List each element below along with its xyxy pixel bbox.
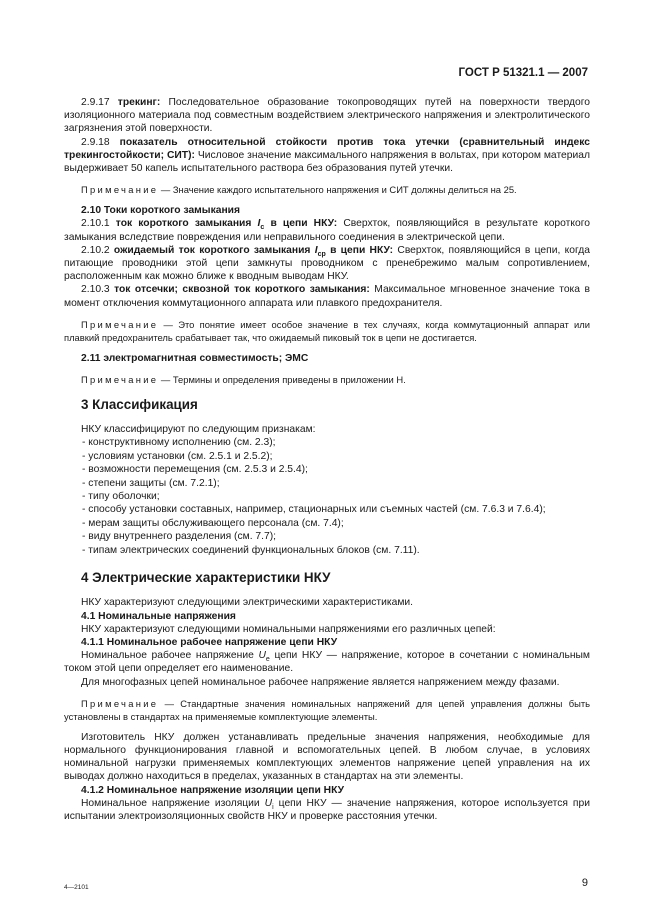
note-label: Примечание [81,184,159,196]
clause-number: 2.9.18 [81,136,110,148]
heading-text: 4.1 Номинальные напряжения [81,610,236,622]
note-1 [64,183,590,196]
manufacturer-requirement: Изготовитель НКУ должен устанавливать предельные значения напряжения, необходимые для нормального функционирования главной и вспомогательных цепей. В любом случае, в условиях номинальной нагрузки применяемых комплектующих элементов напряжение цепей управления на их выводах должно находиться в пределах, указанных в стандартах на эти элементы. [64,731,590,783]
clause-term-2: в цепи НКУ: [270,218,338,230]
section-3-intro: НКУ классифицируют по следующим признакам: [81,424,316,436]
list-item: - типам электрических соединений функциональных блоков (см. 7.11). [82,544,420,556]
heading-text: 4.1.2 Номинальное напряжение изоляции цепи НКУ [81,784,345,796]
text-part: цепи НКУ — напряжение, которое в сочетании с номинальным током этой цепи определяет его наименование. [64,650,590,675]
clause-term-2: в цепи НКУ: [330,244,394,256]
note-text: — Термины и определения приведены в приложении Н. [160,374,406,386]
symbol-sub: cp [317,250,326,258]
symbol: U [264,797,273,809]
classification-list [64,436,590,557]
list-item: - мерам защиты обслуживающего персонала (см. 7.4); [82,517,344,529]
list-item: - степени защиты (см. 7.2.1); [82,477,220,489]
clause-2-10-3 [64,283,590,309]
symbol-sub: e [265,656,270,664]
heading-4-1 [64,610,590,623]
print-code: 4—2101 [64,884,89,891]
section-3-title: 3 Классификация [81,397,198,413]
clause-number: 2.10.2 [81,244,110,256]
list-item: - условиям установки (см. 2.5.1 и 2.5.2); [82,450,273,462]
page-content [64,96,590,823]
clause-term: трекинг: [117,97,161,108]
section-4-1-1-text [64,649,590,675]
section-4-1-text: НКУ характеризуют следующими номинальными напряжениями его различных цепей: [81,623,496,635]
clause-2-10-2 [64,244,590,284]
clause-text: Максимальное мгновенное значение тока в момент отключения коммутационного аппарата или плавкого предохранителя. [64,284,590,309]
note-4 [64,697,590,723]
clause-term: ток отсечки; сквозной ток короткого замыкания: [114,284,370,296]
clause-2-10-1 [64,217,590,243]
text-part: Номинальное напряжение изоляции [81,797,260,809]
symbol-sub: c [260,224,265,232]
text-part: Номинальное рабочее напряжение [81,650,254,662]
list-item: - возможности перемещения (см. 2.5.3 и 2.5.4); [82,464,308,476]
clause-text: Сверхток, появляющийся в цепи, когда питающие проводники этой цепи замкнуты проводником с пренебрежимо малым сопротивлением, расположенным как можно ближе к вводным выводам НКУ. [64,244,590,283]
section-4-1-1-multiphase: Для многофазных цепей номинальное рабочее напряжение является напряжением между фазами. [81,676,560,688]
symbol: U [258,650,266,662]
heading-4-1-2 [64,784,590,797]
note-label: Примечание [81,318,159,330]
symbol: I [257,218,261,230]
page-number: 9 [581,877,588,889]
note-2 [64,318,590,344]
clause-term: ток короткого замыкания [115,218,252,230]
note-text: — Значение каждого испытательного напряжения и СИТ должны делиться на 25. [160,184,517,196]
heading-4-1-1 [64,636,590,649]
list-item: - конструктивному исполнению (см. 2.3); [82,437,276,449]
section-4-intro: НКУ характеризуют следующими электрическими характеристиками. [81,597,414,609]
heading-2-10 [64,204,590,217]
clause-term: показатель относительной стойкости против тока утечки (сравнительный индекс трекингостойкости; [64,136,590,161]
clause-number: 2.10.3 [81,284,110,296]
section-4-1-2-text [64,797,590,823]
heading-2-11 [64,352,590,365]
heading-text: 4.1.1 Номинальное рабочее напряжение цепи НКУ [81,636,338,648]
clause-text: Последовательное образование токопроводящих путей на поверхности твердого изоляционного материала под совместным воздействием электрического напряжения и электролитического загрязнения этой поверхности. [64,97,590,135]
list-item: - виду внутреннего разделения (см. 7.7); [82,531,277,543]
note-text: — Стандартные значения номинальных напряжений для цепей управления должны быть установлены в стандартах на применяемые комплектующие элементы. [64,697,590,722]
section-4-title: 4 Электрические характеристики НКУ [81,570,331,586]
clause-number: 2.9.17 [81,97,110,108]
note-label: Примечание [81,697,159,709]
heading-text: 2.10 Токи короткого замыкания [81,205,241,217]
standard-header: ГОСТ Р 51321.1 — 2007 [458,67,588,79]
symbol: I [314,244,318,256]
text-part: цепи НКУ — значение напряжения, которое используется при испытании электроизоляционных свойств НКУ и проверке расстояния утечки. [64,797,590,822]
clause-text: Сверхток, появляющийся в результате короткого замыкания вследствие повреждения или неправильного соединения в электрической цепи. [64,218,590,243]
clause-term: ожидаемый ток короткого замыкания [113,244,311,256]
clause-number: 2.10.1 [81,218,110,230]
heading-text: 2.11 электромагнитная совместимость; ЭМС [81,352,309,364]
list-item: - способу установки составных, например, стационарных или съемных частей (см. 7.6.3 и 7.6.4); [82,504,546,516]
note-3 [64,373,590,386]
clause-abbr: СИТ): [166,149,195,161]
note-label: Примечание [81,374,159,386]
list-item: - типу оболочки; [82,491,160,503]
clause-text: Числовое значение максимального напряжения в вольтах, при котором материал выдерживает 50 капель испытательного раствора без образования путей утечки. [64,149,590,175]
clause-2-9-18 [64,136,590,176]
note-text: — Это понятие имеет особое значение в тех случаях, когда коммутационный аппарат или плавкий предохранитель срабатывает так, что ожидаемый пиковый ток в цепи не достигается. [64,318,590,343]
clause-2-9-17 [64,96,590,136]
symbol-sub: i [272,803,274,811]
